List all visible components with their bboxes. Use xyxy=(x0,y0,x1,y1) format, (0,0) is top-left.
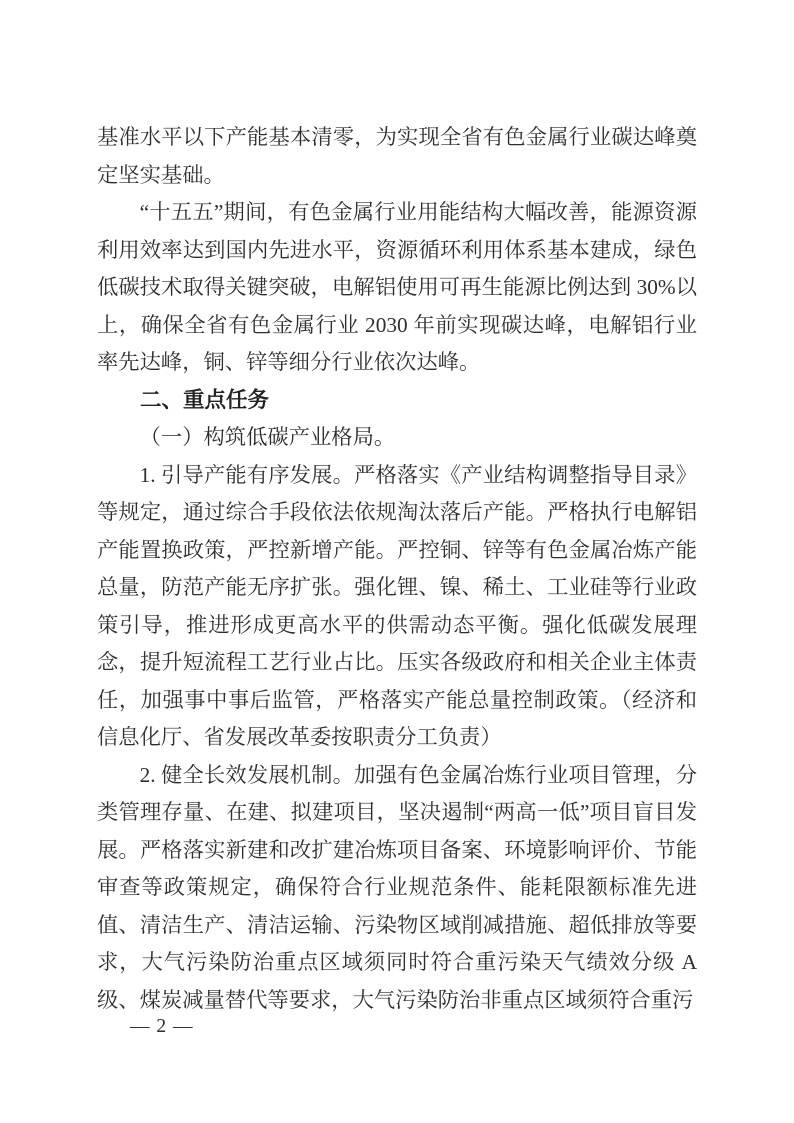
paragraph-continuation: 基准水平以下产能基本清零，为实现全省有色金属行业碳达峰奠定坚实基础。 xyxy=(97,125,697,187)
paragraph-task2-long-term-mechanism: 2. 健全长效发展机制。加强有色金属冶炼行业项目管理，分类管理存量、在建、拟建项目，坚决遏制“两高一低”项目盲目发展。严格落实新建和改扩建冶炼项目备案、环境影响评价、节能审查等政策规定，确保符合行业规范条件、能耗限额标准先进值、清洁生产、清洁运输、污染物区域削减措施、超低排放等要求，大气污染防治重点区域须同时符合重污染天气绩效分级 A 级、煤炭减量替代等要求，大气污染防治非重点区域须符合重污 xyxy=(97,762,697,1012)
paragraph-task1-guide-capacity: 1. 引导产能有序发展。严格落实《产业结构调整指导目录》等规定，通过综合手段依法依规淘汰落后产能。严格执行电解铝产能置换政策，严控新增产能。严控铜、锌等有色金属冶炼产能总量，防范产能无序扩张。强化锂、镍、稀土、工业硅等行业政策引导，推进形成更高水平的供需动态平衡。强化低碳发展理念，提升短流程工艺行业占比。压实各级政府和相关企业主体责任，加强事中事后监管，严格落实产能总量控制政策。（经济和信息化厅、省发展改革委按职责分工负责） xyxy=(97,462,697,749)
paragraph-shiwuwu-period: “十五五”期间，有色金属行业用能结构大幅改善，能源资源利用效率达到国内先进水平，资源循环利用体系基本建成，绿色低碳技术取得关键突破，电解铝使用可再生能源比例达到 30%以上，确保全省有色金属行业 2030 年前实现碳达峰，电解铝行业率先达峰，铜、锌等细分行业依次达峰。 xyxy=(97,200,697,374)
section-heading-key-tasks: 二、重点任务 xyxy=(140,387,270,412)
page-number: — 2 — xyxy=(130,1016,194,1037)
document-body xyxy=(97,119,697,1019)
subsection-heading-low-carbon-industry: （一）构筑低碳产业格局。 xyxy=(139,425,396,449)
